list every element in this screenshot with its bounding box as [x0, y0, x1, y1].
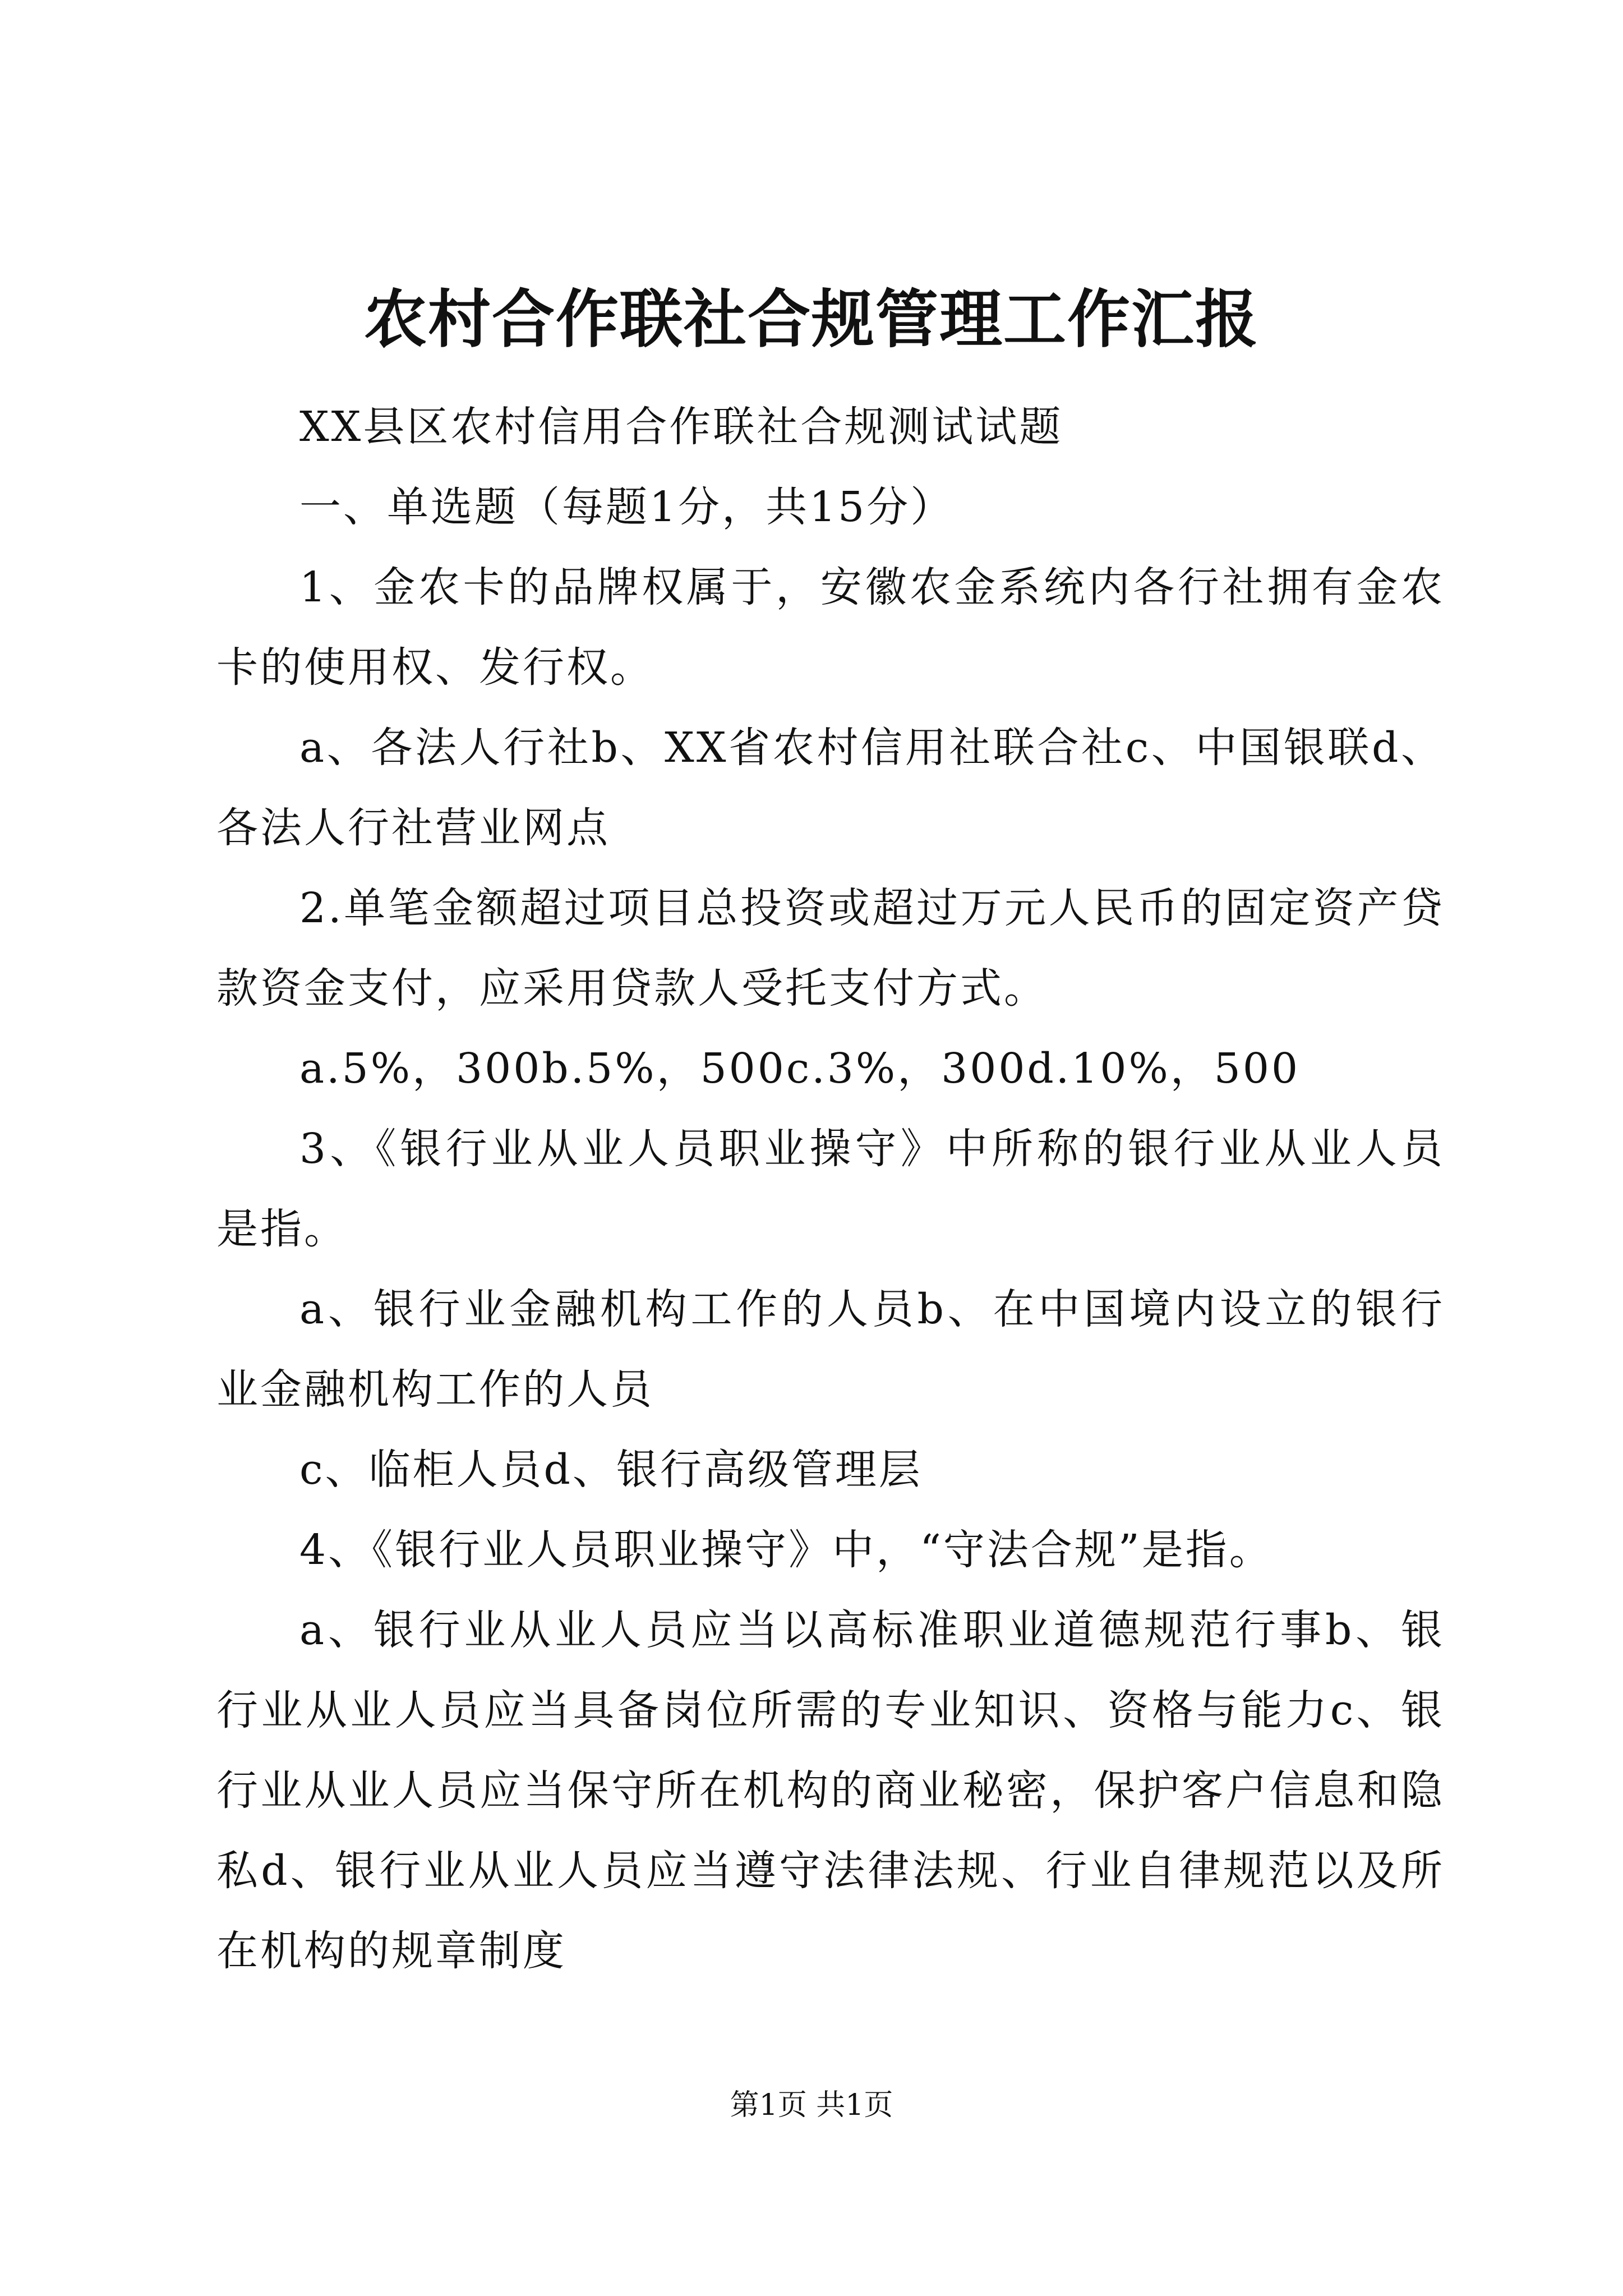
- page-footer: 第1页 共1页: [730, 2088, 893, 2122]
- paragraph: 4、《银行业人员职业操守》中，“守法合规”是指。: [299, 1526, 1273, 1574]
- paragraph: 1、金农卡的品牌权属于，安徽农金系统内各行社拥有金农卡的使用权、发行权。: [216, 563, 1445, 692]
- paragraph: a、各法人行社b、XX省农村信用社联合社c、中国银联d、各法人行社营业网点: [216, 724, 1445, 852]
- paragraph: a、银行业金融机构工作的人员b、在中国境内设立的银行业金融机构工作的人员: [216, 1285, 1445, 1414]
- paragraph: a、银行业从业人员应当以高标准职业道德规范行事b、银行业从业人员应当具备岗位所需的专业知识、资格与能力c、银行业从业人员应当保守所在机构的商业秘密，保护客户信息和隐私d、银行业从业人员应当遵守法律法规、行业自律规范以及所在机构的规章制度: [216, 1606, 1445, 1975]
- paragraph: a.5%，300b.5%，500c.3%，300d.10%，500: [299, 1045, 1301, 1093]
- paragraph: 一、单选题（每题1分，共15分）: [299, 483, 955, 531]
- paragraph: c、临柜人员d、银行高级管理层: [299, 1446, 923, 1494]
- document-body: [216, 387, 1445, 1991]
- paragraph: 3、《银行业从业人员职业操守》中所称的银行业从业人员是指。: [216, 1125, 1445, 1253]
- document-title: 农村合作联社合规管理工作汇报: [364, 283, 1259, 356]
- paragraph: 2.单笔金额超过项目总投资或超过万元人民币的固定资产贷款资金支付，应采用贷款人受托支付方式。: [216, 884, 1445, 1013]
- paragraph: XX县区农村信用合作联社合规测试试题: [299, 403, 1063, 451]
